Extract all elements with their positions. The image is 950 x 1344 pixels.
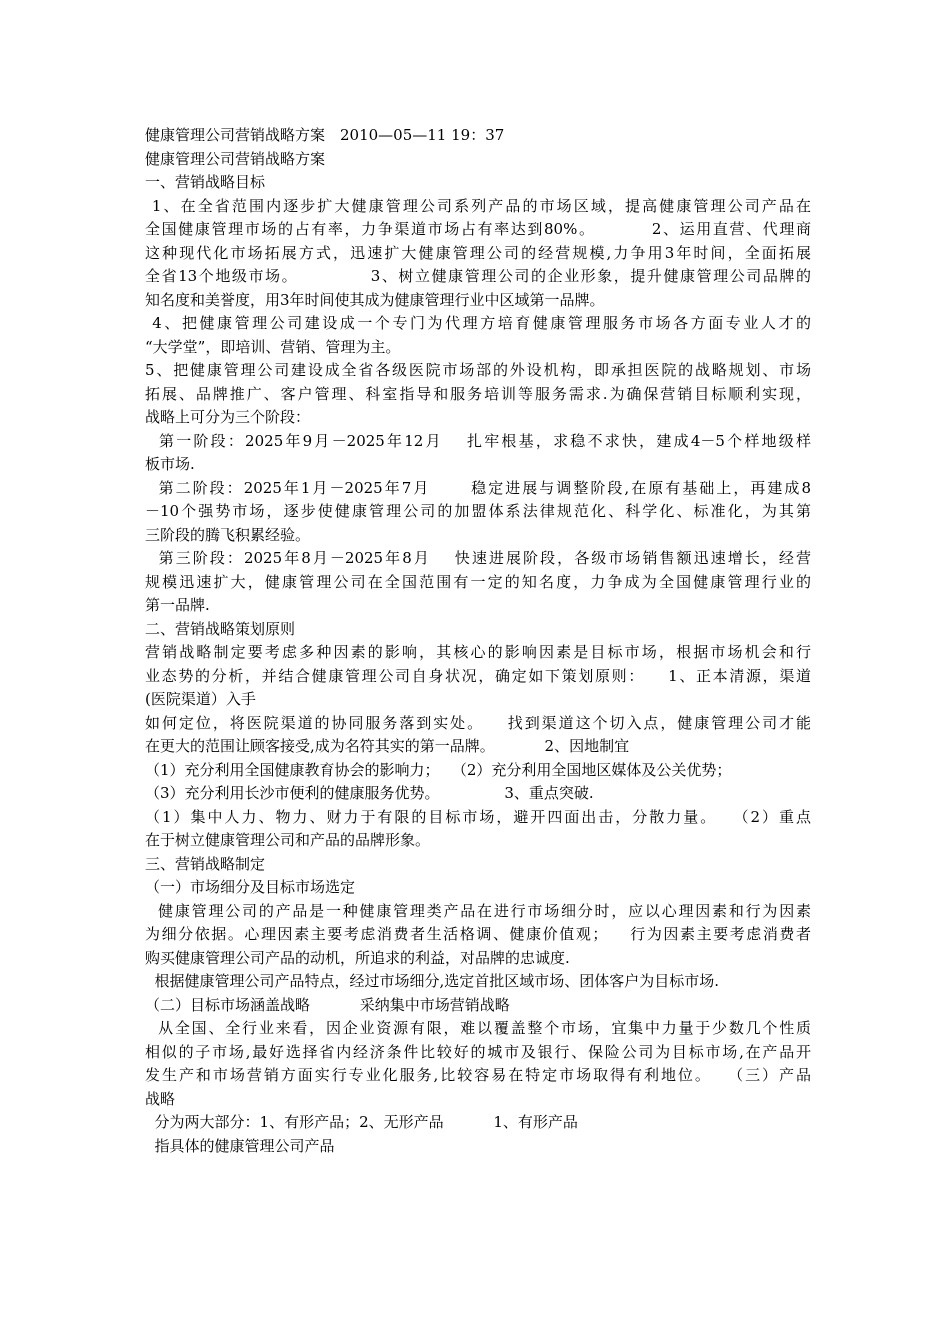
paragraph-line: 指具体的健康管理公司产品 [145, 1136, 335, 1155]
paragraph-line: 营销战略制定要考虑多种因素的影响，其核心的影响因素是目标市场，根据市场机会和行 [145, 643, 811, 661]
paragraph-line: 业态势的分析，并结合健康管理公司自身状况，确定如下策划原则： 1、正本清源，渠道 [145, 666, 811, 685]
document-title: 健康管理公司营销战略方案 [145, 149, 326, 168]
paragraph-line: (医院渠道）入手 [145, 690, 256, 708]
paragraph-line: 相似的子市场,最好选择省内经济条件比较好的城市及银行、保险公司为目标市场,在产品开 [145, 1042, 811, 1061]
paragraph-line: 健康管理公司的产品是一种健康管理类产品在进行市场细分时，应以心理因素和行为因素 [145, 901, 811, 920]
paragraph-line: 如何定位，将医院渠道的协同服务落到实处。 找到渠道这个切入点，健康管理公司才能 [145, 713, 811, 732]
paragraph-line: 板市场. [145, 455, 195, 473]
paragraph-line: －10个强势市场，逐步使健康管理公司的加盟体系法律规范化、科学化、标准化，为其第 [145, 502, 811, 520]
document-title-line: 健康管理公司营销战略方案 2010—05—11 19：37 [145, 126, 505, 144]
document-body [145, 124, 811, 1158]
paragraph-line: 第二阶段：2025年1月－2025年7月 稳定进展与调整阶段,在原有基础上，再建成8 [145, 478, 811, 497]
paragraph-line: （1）集中人力、物力、财力于有限的目标市场，避开四面出击，分散力量。 （2）重点 [145, 807, 811, 826]
paragraph-line: 在于树立健康管理公司和产品的品牌形象。 [145, 831, 431, 849]
paragraph-line: 知名度和美誉度，用3年时间使其成为健康管理行业中区域第一品牌。 [145, 290, 605, 309]
paragraph-line: 发生产和市场营销方面实行专业化服务,比较容易在特定市场取得有利地位。 （三）产品 [145, 1066, 811, 1084]
section-heading: 二、营销战略策划原则 [145, 619, 296, 638]
section-heading: 三、营销战略制定 [145, 854, 266, 873]
paragraph-line: 战略上可分为三个阶段： [145, 408, 311, 426]
paragraph-line: 全国健康管理市场的占有率，力争渠道市场占有率达到80%。 2、运用直营、代理商 [145, 220, 811, 238]
paragraph-line: 全省13个地级市场。 3、树立健康管理公司的企业形象，提升健康管理公司品牌的 [145, 267, 811, 285]
paragraph-line: 战略 [145, 1089, 176, 1108]
paragraph-line: 从全国、全行业来看，因企业资源有限，难以覆盖整个市场，宜集中力量于少数几个性质 [145, 1019, 811, 1037]
paragraph-line: 这种现代化市场拓展方式，迅速扩大健康管理公司的经营规模,力争用3年时间，全面拓展 [145, 243, 811, 262]
paragraph-line: 规模迅速扩大，健康管理公司在全国范围有一定的知名度，力争成为全国健康管理行业的 [145, 572, 811, 591]
paragraph-line: （1）充分利用全国健康教育协会的影响力； （2）充分利用全国地区媒体及公关优势； [145, 760, 732, 779]
paragraph-line: “大学堂”，即培训、营销、管理为主。 [145, 337, 401, 356]
paragraph-line: 5、把健康管理公司建设成全省各级医院市场部的外设机构，即承担医院的战略规划、市场 [145, 361, 811, 379]
paragraph-line: 第三阶段：2025年8月－2025年8月 快速进展阶段，各级市场销售额迅速增长，经营 [145, 549, 811, 567]
section-heading: 一、营销战略目标 [145, 173, 266, 191]
paragraph-line: 在更大的范围让顾客接受,成为名符其实的第一品牌。 2、因地制宜 [145, 737, 630, 755]
paragraph-line: 分为两大部分：1、有形产品；2、无形产品 1、有形产品 [145, 1113, 578, 1131]
paragraph-line: （3）充分利用长沙市便利的健康服务优势。 3、重点突破. [145, 784, 594, 802]
paragraph-line: 1、在全省范围内逐步扩大健康管理公司系列产品的市场区域，提高健康管理公司产品在 [145, 196, 811, 215]
paragraph-line: 拓展、品牌推广、客户管理、科室指导和服务培训等服务需求.为确保营销目标顺利实现， [145, 384, 811, 403]
paragraph-line: 根据健康管理公司产品特点，经过市场细分,选定首批区域市场、团体客户为目标市场. [145, 972, 720, 990]
paragraph-line: 第一阶段：2025年9月－2025年12月 扎牢根基，求稳不求快，建成4－5个样地级样 [145, 431, 811, 450]
paragraph-line: 三阶段的腾飞积累经验。 [145, 525, 311, 544]
subsection-heading: （一）市场细分及目标市场选定 [145, 878, 356, 896]
paragraph-line: 4、把健康管理公司建设成一个专门为代理方培育健康管理服务市场各方面专业人才的 [145, 314, 811, 332]
paragraph-line: 为细分依据。心理因素主要考虑消费者生活格调、健康价值观； 行为因素主要考虑消费者 [145, 925, 811, 943]
paragraph-line: 购买健康管理公司产品的动机，所追求的利益，对品牌的忠诚度. [145, 948, 570, 967]
paragraph-line: 第一品牌. [145, 596, 210, 614]
subsection-heading: （二）目标市场涵盖战略 采纳集中市场营销战略 [145, 995, 510, 1014]
